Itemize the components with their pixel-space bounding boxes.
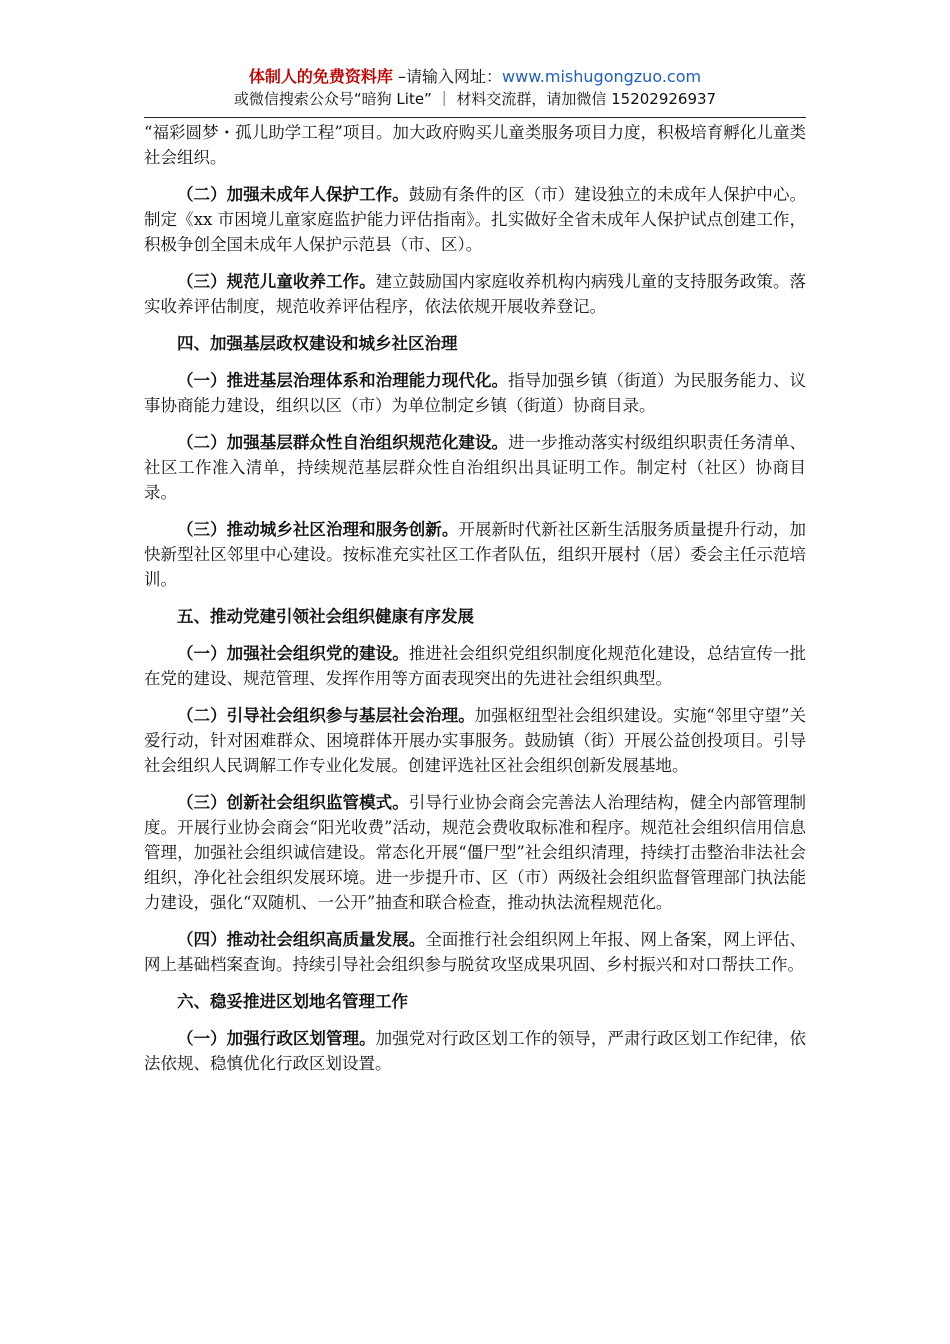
paragraph [144,430,806,505]
paragraph-lead: （三）推动城乡社区治理和服务创新。 [177,520,459,539]
paragraph-lead: （一）加强社会组织党的建设。 [177,644,409,663]
section-heading: 四、加强基层政权建设和城乡社区治理 [177,334,458,353]
paragraph [144,120,806,170]
paragraph-text: 加强枢纽型社会组织建设。实施“邻里守望”关爱行动，针对困难群众、困境群体开展办实事服务。鼓励镇（街）开展公益创投项目。引导社会组织人民调解工作专业化发展。创建评选社区社会组织创新发展基地。 [144,706,807,775]
paragraph-lead: （二）引导社会组织参与基层社会治理。 [177,706,475,725]
paragraph-lead: （二）加强未成年人保护工作。 [177,185,409,204]
header-divider [144,117,806,118]
header-line-1 [0,66,950,88]
paragraph-text: 指导加强乡镇（街道）为民服务能力、议事协商能力建设，组织以区（市）为单位制定乡镇（街道）协商目录。 [144,371,807,415]
url-prompt: –请输入网址： [392,67,503,86]
paragraph-lead: （三）规范儿童收养工作。 [177,272,376,291]
paragraph [144,269,806,319]
header-line-2: 或微信搜索公众号“暗狗 Lite” ｜ 材料交流群，请加微信 15202926937 [233,90,717,108]
paragraph [144,368,806,418]
paragraph [144,517,806,592]
paragraph-text: “福彩圆梦・孤儿助学工程”项目。加大政府购买儿童类服务项目力度，积极培育孵化儿童类社会组织。 [144,123,806,167]
paragraph [144,182,806,257]
document-body [144,120,806,1076]
paragraph [144,790,806,915]
paragraph-lead: （二）加强基层群众性自治组织规范化建设。 [177,433,509,452]
section-heading: 六、稳妥推进区划地名管理工作 [177,992,408,1011]
section-heading: 五、推动党建引领社会组织健康有序发展 [177,607,474,626]
paragraph-lead: （一）推进基层治理体系和治理能力现代化。 [177,371,509,390]
paragraph-text: 建立鼓励国内家庭收养机构内病残儿童的支持服务政策。落实收养评估制度，规范收养评估程序，依法依规开展收养登记。 [144,272,807,316]
page-header [0,66,950,110]
paragraph-text: 加强党对行政区划工作的领导，严肃行政区划工作纪律，依法依规、稳慎优化行政区划设置。 [144,1029,807,1073]
paragraph [144,1026,806,1076]
paragraph-text: 进一步推动落实村级组织职责任务清单、社区工作准入清单，持续规范基层群众性自治组织出具证明工作。制定村（社区）协商目录。 [144,433,807,502]
paragraph-text: 鼓励有条件的区（市）建设独立的未成年人保护中心。制定《xx 市困境儿童家庭监护能力评估指南》。扎实做好全省未成年人保护试点创建工作，积极争创全国未成年人保护示范县（市、区）。 [144,185,807,254]
paragraph [144,641,806,691]
website-link[interactable]: www.mishugongzuo.com [502,67,702,86]
paragraph-text: 推进社会组织党组织制度化规范化建设，总结宣传一批在党的建设、规范管理、发挥作用等方面表现突出的先进社会组织典型。 [144,644,807,688]
paragraph-text: 引导行业协会商会完善法人治理结构，健全内部管理制度。开展行业协会商会“阳光收费”活动，规范会费收取标准和程序。规范社会组织信用信息管理，加强社会组织诚信建设。常态化开展“僵尸型”社会组织清理，持续打击整治非法社会组织，净化社会组织发展环境。进一步提升市、区（市）两级社会组织监督管理部门执法能力建设，强化“双随机、一公开”抽查和联合检查，推动执法流程规范化。 [144,793,807,912]
paragraph-lead: （四）推动社会组织高质量发展。 [177,930,426,949]
paragraph [144,927,806,977]
brand-title: 体制人的免费资料库 [248,67,393,86]
paragraph-lead: （一）加强行政区划管理。 [177,1029,376,1048]
paragraph [144,703,806,778]
paragraph-text: 开展新时代新社区新生活服务质量提升行动，加快新型社区邻里中心建设。按标准充实社区工作者队伍，组织开展村（居）委会主任示范培训。 [144,520,807,589]
paragraph-text: 全面推行社会组织网上年报、网上备案，网上评估、网上基础档案查询。持续引导社会组织参与脱贫攻坚成果巩固、乡村振兴和对口帮扶工作。 [144,930,807,974]
paragraph-lead: （三）创新社会组织监管模式。 [177,793,409,812]
